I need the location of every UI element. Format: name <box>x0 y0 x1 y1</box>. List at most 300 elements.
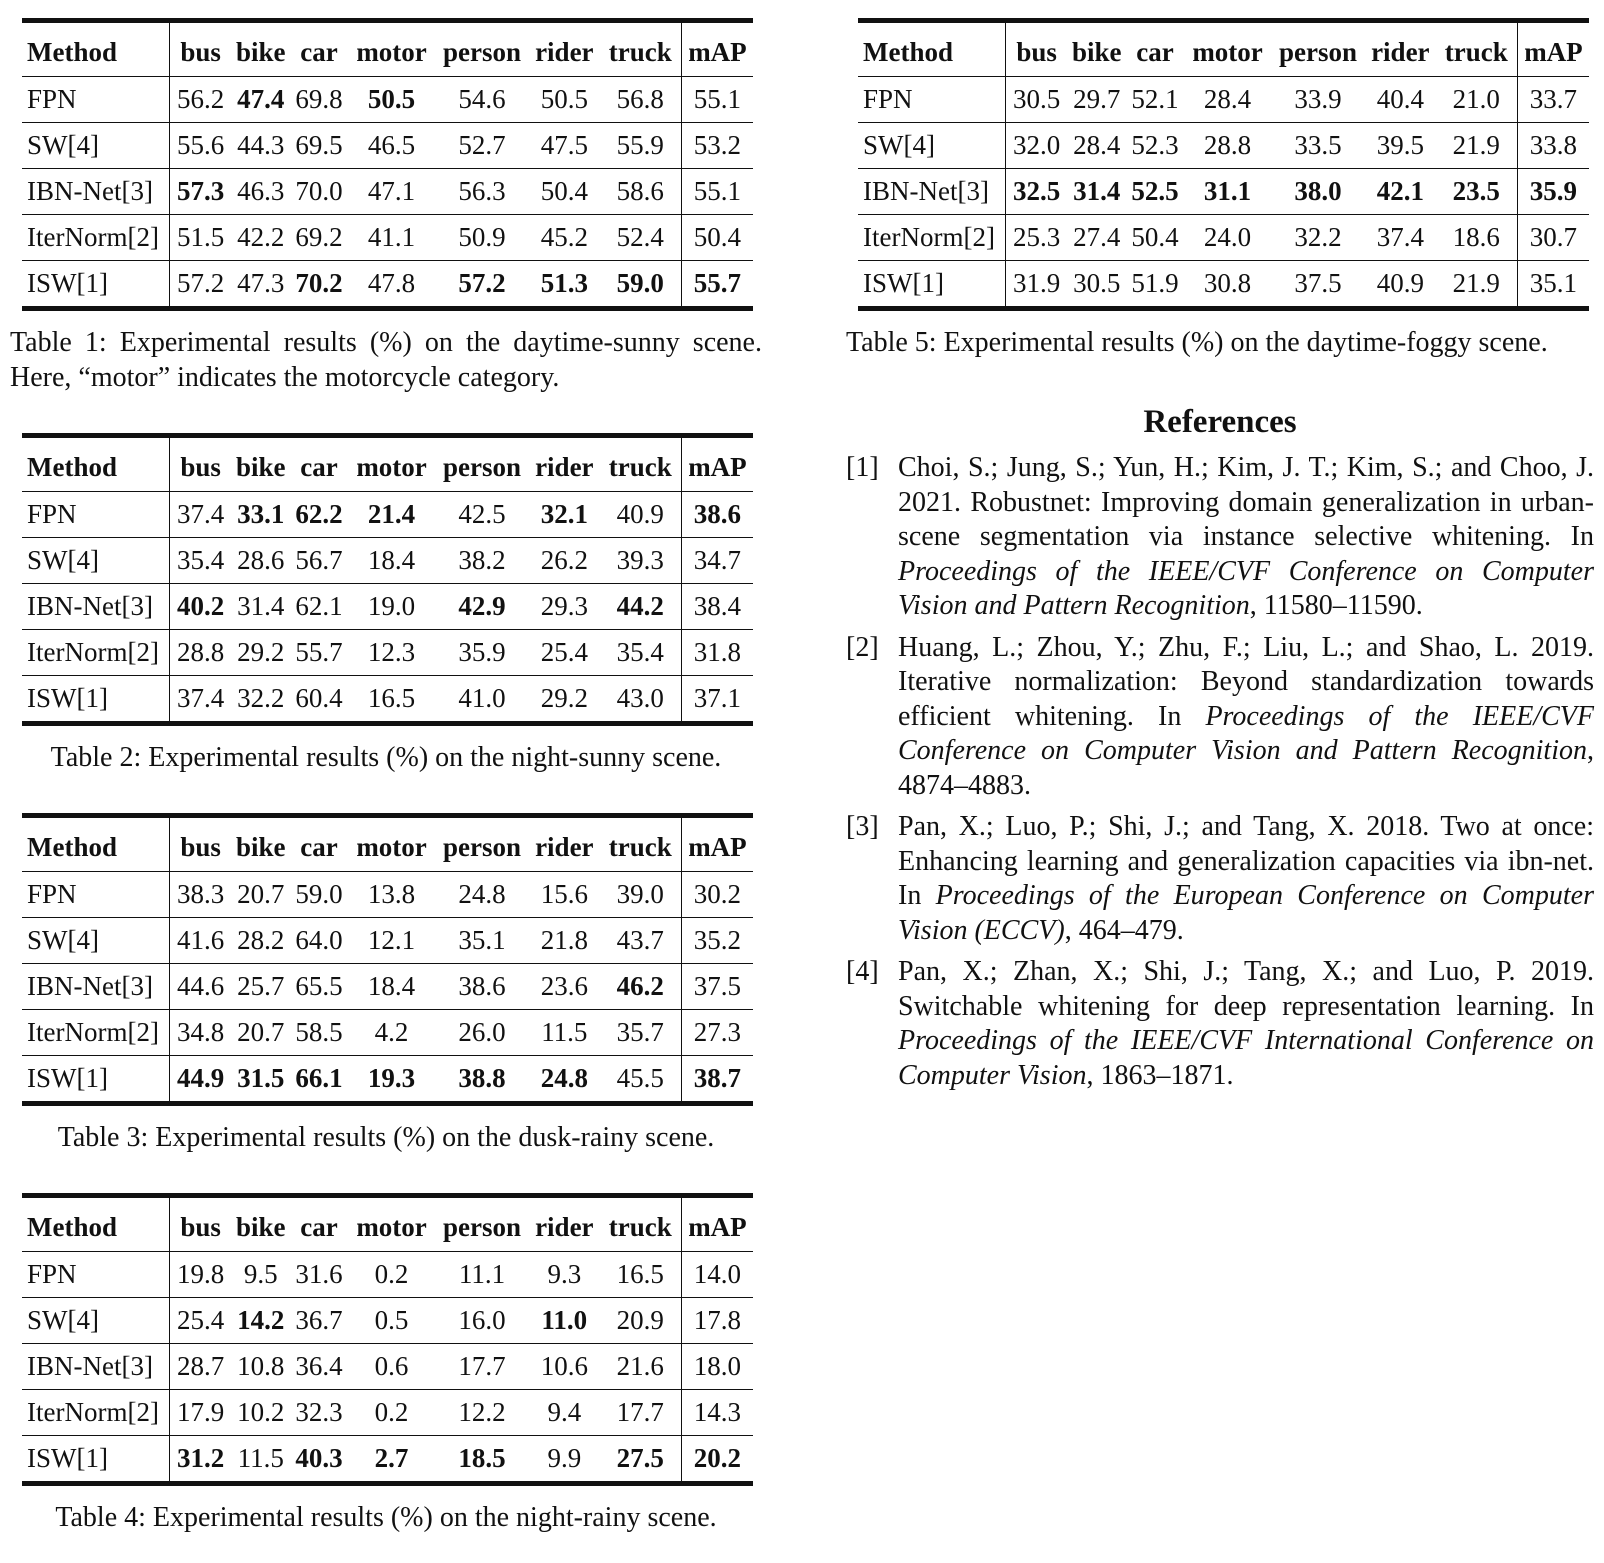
value-cell: 69.2 <box>290 215 348 261</box>
value-cell: 31.4 <box>1068 169 1126 215</box>
reference-item <box>846 955 1594 1093</box>
value-cell: 44.6 <box>169 964 231 1010</box>
value-cell: 50.4 <box>529 169 600 215</box>
reference-text <box>898 955 1594 1093</box>
value-cell: 32.2 <box>1271 215 1365 261</box>
reference-authors: Pan, X.; Zhan, X.; Shi, J.; Tang, X.; and Luo, P. 2019. Switchable whitening for deep representation learning. In <box>898 956 1594 1022</box>
value-cell: 32.3 <box>290 1390 348 1436</box>
column-header-truck: truck <box>600 816 682 872</box>
column-header-bike: bike <box>232 1196 290 1252</box>
value-cell: 24.0 <box>1184 215 1271 261</box>
value-cell: 38.7 <box>681 1056 753 1104</box>
value-cell: 18.5 <box>435 1436 529 1484</box>
table-row <box>22 918 753 964</box>
value-cell: 50.5 <box>540 84 588 114</box>
value-cell: 55.6 <box>169 123 231 169</box>
value-cell: 18.4 <box>348 964 435 1010</box>
value-cell: 33.5 <box>1271 123 1365 169</box>
value-cell: 27.3 <box>681 1010 753 1056</box>
value-cell: 38.6 <box>435 964 529 1010</box>
reference-number: [2] <box>846 631 879 663</box>
value-cell: 28.6 <box>232 538 290 584</box>
value-cell: 33.9 <box>1294 84 1342 114</box>
method-cell: IBN-Net[3] <box>22 1344 169 1390</box>
value-cell: 23.5 <box>1436 169 1518 215</box>
value-cell: 32.5 <box>1005 169 1067 215</box>
column-header-method: Method <box>22 816 169 872</box>
column-header-rider: rider <box>529 21 600 77</box>
value-cell: 24.8 <box>529 1056 600 1104</box>
value-cell: 42.1 <box>1365 169 1436 215</box>
value-cell: 55.9 <box>600 123 682 169</box>
value-cell: 51.3 <box>529 261 600 309</box>
value-cell: 18.4 <box>348 538 435 584</box>
value-cell: 30.2 <box>681 872 753 918</box>
value-cell: 27.5 <box>600 1436 682 1484</box>
column-header-map: mAP <box>681 21 753 77</box>
value-cell: 20.2 <box>681 1436 753 1484</box>
value-cell: 31.8 <box>681 630 753 676</box>
value-cell: 30.7 <box>1517 215 1589 261</box>
value-cell: 52.3 <box>1126 123 1184 169</box>
value-cell: 40.3 <box>290 1436 348 1484</box>
value-cell: 27.4 <box>1068 215 1126 261</box>
value-cell: 40.9 <box>616 499 664 529</box>
value-cell: 10.2 <box>232 1390 290 1436</box>
value-cell: 21.9 <box>1436 261 1518 309</box>
table-caption: Table 3: Experimental results (%) on the dusk-rainy scene. <box>57 1122 715 1153</box>
method-cell: FPN <box>22 1252 169 1298</box>
reference-text <box>898 810 1594 948</box>
table-row <box>22 676 753 724</box>
table-body <box>22 872 753 1104</box>
value-cell: 29.2 <box>232 630 290 676</box>
header-row <box>22 816 753 872</box>
value-cell: 43.0 <box>600 676 682 724</box>
value-cell: 10.8 <box>232 1344 290 1390</box>
header-row <box>22 1196 753 1252</box>
method-cell: FPN <box>22 77 169 123</box>
table-row <box>22 630 753 676</box>
value-cell: 18.6 <box>1436 215 1518 261</box>
value-cell: 57.2 <box>435 261 529 309</box>
value-cell: 45.2 <box>529 215 600 261</box>
table-row <box>858 123 1589 169</box>
value-cell: 9.3 <box>547 1259 582 1289</box>
value-cell: 28.4 <box>1068 123 1126 169</box>
value-cell: 37.4 <box>169 676 231 724</box>
value-cell: 58.6 <box>600 169 682 215</box>
column-header-rider: rider <box>1365 21 1436 77</box>
value-cell: 21.4 <box>367 499 416 529</box>
method-cell: SW[4] <box>22 918 169 964</box>
left-column <box>10 18 762 1535</box>
value-cell: 58.5 <box>290 1010 348 1056</box>
column-header-method: Method <box>22 1196 169 1252</box>
reference-text <box>898 631 1594 804</box>
method-cell: IBN-Net[3] <box>22 584 169 630</box>
table-row <box>22 1390 753 1436</box>
value-cell: 31.4 <box>232 584 290 630</box>
value-cell: 60.4 <box>290 676 348 724</box>
value-cell: 51.5 <box>169 215 231 261</box>
value-cell: 16.5 <box>616 1259 664 1289</box>
value-cell: 28.8 <box>1184 123 1271 169</box>
method-cell: IBN-Net[3] <box>858 169 1005 215</box>
column-header-map: mAP <box>681 436 753 492</box>
table-row <box>22 261 753 309</box>
table-4-block <box>10 1193 762 1535</box>
method-cell: IterNorm[2] <box>22 1010 169 1056</box>
value-cell: 38.2 <box>435 538 529 584</box>
value-cell: 52.4 <box>600 215 682 261</box>
value-cell: 50.4 <box>681 215 753 261</box>
value-cell: 11.0 <box>529 1298 600 1344</box>
reference-number: [4] <box>846 956 879 987</box>
table-caption: Table 2: Experimental results (%) on the night-sunny scene. <box>50 742 722 773</box>
value-cell: 35.7 <box>600 1010 682 1056</box>
table-row <box>22 169 753 215</box>
value-cell: 55.1 <box>681 169 753 215</box>
table-row <box>22 1344 753 1390</box>
value-cell: 9.9 <box>529 1436 600 1484</box>
value-cell: 17.7 <box>600 1390 682 1436</box>
value-cell: 66.1 <box>290 1056 348 1104</box>
value-cell: 42.9 <box>435 584 529 630</box>
method-cell: IterNorm[2] <box>858 215 1005 261</box>
value-cell: 11.5 <box>232 1436 290 1484</box>
value-cell: 37.1 <box>681 676 753 724</box>
value-cell: 41.1 <box>348 215 435 261</box>
column-header-bus: bus <box>1005 21 1067 77</box>
column-header-truck: truck <box>1436 21 1518 77</box>
value-cell: 52.5 <box>1126 169 1184 215</box>
reference-number: [3] <box>846 811 879 842</box>
value-cell: 46.5 <box>348 123 435 169</box>
value-cell: 23.6 <box>529 964 600 1010</box>
table-body <box>858 77 1589 309</box>
table-header <box>22 1196 753 1252</box>
value-cell: 0.2 <box>348 1390 435 1436</box>
column-header-method: Method <box>22 21 169 77</box>
value-cell: 33.7 <box>1517 77 1589 123</box>
value-cell: 37.4 <box>177 499 225 529</box>
value-cell: 31.6 <box>295 1259 343 1289</box>
table-3-block <box>10 813 762 1155</box>
method-cell: ISW[1] <box>22 1436 169 1484</box>
value-cell: 35.1 <box>435 918 529 964</box>
column-header-bike: bike <box>232 816 290 872</box>
value-cell: 19.8 <box>177 1259 225 1289</box>
reference-venue: Proceedings of the European Conference on Computer Vision (ECCV) <box>898 880 1594 946</box>
table-body <box>22 77 753 309</box>
column-header-map: mAP <box>1517 21 1589 77</box>
column-header-car: car <box>290 21 348 77</box>
method-cell: IterNorm[2] <box>22 1390 169 1436</box>
reference-pages: , 11580–11590. <box>1249 590 1423 621</box>
value-cell: 41.6 <box>169 918 231 964</box>
column-header-method: Method <box>858 21 1005 77</box>
column-header-bus: bus <box>169 816 231 872</box>
column-header-rider: rider <box>529 1196 600 1252</box>
value-cell: 42.2 <box>232 215 290 261</box>
value-cell: 40.9 <box>1365 261 1436 309</box>
value-cell: 40.4 <box>1376 84 1424 114</box>
column-header-bike: bike <box>1068 21 1126 77</box>
value-cell: 30.5 <box>1013 84 1061 114</box>
value-cell: 17.7 <box>435 1344 529 1390</box>
table-row <box>22 215 753 261</box>
value-cell: 52.7 <box>435 123 529 169</box>
column-header-motor: motor <box>1184 21 1271 77</box>
value-cell: 35.9 <box>1517 169 1589 215</box>
value-cell: 70.2 <box>290 261 348 309</box>
value-cell: 42.5 <box>458 499 506 529</box>
value-cell: 38.0 <box>1271 169 1365 215</box>
reference-venue: Proceedings of the IEEE/CVF International Conference on Computer Vision <box>898 1025 1594 1091</box>
value-cell: 54.6 <box>458 84 506 114</box>
value-cell: 34.8 <box>169 1010 231 1056</box>
method-cell: SW[4] <box>22 1298 169 1344</box>
value-cell: 35.9 <box>435 630 529 676</box>
reference-authors: Huang, L.; Zhou, Y.; Zhu, F.; Liu, L.; and Shao, L. 2019. Iterative normalization: Beyond standardization towards efficient whitening. In <box>898 631 1594 732</box>
results-table <box>858 18 1589 311</box>
reference-item <box>846 810 1594 948</box>
method-cell: SW[4] <box>858 123 1005 169</box>
method-cell: FPN <box>22 872 169 918</box>
value-cell: 14.2 <box>232 1298 290 1344</box>
value-cell: 47.4 <box>237 84 285 114</box>
value-cell: 31.2 <box>169 1436 231 1484</box>
method-cell: ISW[1] <box>22 1056 169 1104</box>
table-row <box>858 215 1589 261</box>
value-cell: 10.6 <box>529 1344 600 1390</box>
reference-text <box>898 451 1594 624</box>
column-header-truck: truck <box>600 1196 682 1252</box>
table-row <box>22 1298 753 1344</box>
value-cell: 50.5 <box>367 84 416 114</box>
results-table <box>22 433 753 726</box>
reference-venue: Proceedings of the IEEE/CVF Conference on Computer Vision and Pattern Recognition <box>898 700 1595 766</box>
value-cell: 40.2 <box>169 584 231 630</box>
reference-pages: , 464–479. <box>1064 914 1184 946</box>
value-cell: 12.2 <box>435 1390 529 1436</box>
column-header-person: person <box>435 21 529 77</box>
value-cell: 16.0 <box>435 1298 529 1344</box>
value-cell: 19.0 <box>348 584 435 630</box>
value-cell: 51.9 <box>1126 261 1184 309</box>
value-cell: 69.5 <box>290 123 348 169</box>
results-table <box>22 1193 753 1486</box>
value-cell: 29.3 <box>529 584 600 630</box>
table-row <box>22 123 753 169</box>
value-cell: 55.1 <box>681 77 753 123</box>
value-cell: 53.2 <box>681 123 753 169</box>
column-header-truck: truck <box>600 436 682 492</box>
value-cell: 25.7 <box>232 964 290 1010</box>
value-cell: 56.7 <box>290 538 348 584</box>
table-header <box>22 436 753 492</box>
table-row <box>22 77 753 123</box>
column-header-person: person <box>1271 21 1365 77</box>
value-cell: 62.1 <box>290 584 348 630</box>
results-table <box>22 813 753 1106</box>
method-cell: SW[4] <box>22 123 169 169</box>
value-cell: 59.0 <box>600 261 682 309</box>
table-row <box>22 1056 753 1104</box>
table-row <box>22 1010 753 1056</box>
value-cell: 20.9 <box>600 1298 682 1344</box>
method-cell: IterNorm[2] <box>22 630 169 676</box>
reference-item <box>846 451 1594 624</box>
value-cell: 46.2 <box>600 964 682 1010</box>
value-cell: 9.5 <box>243 1259 278 1289</box>
column-header-person: person <box>435 1196 529 1252</box>
method-cell: FPN <box>22 492 169 538</box>
value-cell: 11.5 <box>529 1010 600 1056</box>
column-header-motor: motor <box>348 1196 435 1252</box>
value-cell: 35.4 <box>600 630 682 676</box>
value-cell: 59.0 <box>295 879 343 909</box>
value-cell: 56.2 <box>177 84 225 114</box>
value-cell: 21.9 <box>1436 123 1518 169</box>
value-cell: 19.3 <box>348 1056 435 1104</box>
value-cell: 28.7 <box>169 1344 231 1390</box>
value-cell: 39.3 <box>600 538 682 584</box>
value-cell: 12.1 <box>348 918 435 964</box>
table-header <box>22 21 753 77</box>
value-cell: 50.4 <box>1126 215 1184 261</box>
column-header-bike: bike <box>232 436 290 492</box>
value-cell: 21.6 <box>600 1344 682 1390</box>
value-cell: 38.8 <box>435 1056 529 1104</box>
value-cell: 31.5 <box>232 1056 290 1104</box>
value-cell: 32.0 <box>1005 123 1067 169</box>
value-cell: 4.2 <box>348 1010 435 1056</box>
value-cell: 16.5 <box>348 676 435 724</box>
column-header-map: mAP <box>681 816 753 872</box>
method-cell: FPN <box>858 77 1005 123</box>
method-cell: IBN-Net[3] <box>22 964 169 1010</box>
value-cell: 56.3 <box>435 169 529 215</box>
value-cell: 44.3 <box>232 123 290 169</box>
value-cell: 18.0 <box>681 1344 753 1390</box>
value-cell: 55.7 <box>290 630 348 676</box>
table-row <box>858 77 1589 123</box>
value-cell: 26.2 <box>529 538 600 584</box>
value-cell: 46.3 <box>232 169 290 215</box>
table-row <box>22 964 753 1010</box>
references-list <box>846 451 1594 1093</box>
value-cell: 28.8 <box>169 630 231 676</box>
table-row <box>22 492 753 538</box>
reference-pages: , 1863–1871. <box>1086 1059 1234 1091</box>
table-body <box>22 1252 753 1484</box>
value-cell: 25.4 <box>529 630 600 676</box>
column-header-car: car <box>290 816 348 872</box>
value-cell: 47.1 <box>348 169 435 215</box>
value-cell: 14.0 <box>681 1252 753 1298</box>
value-cell: 20.7 <box>232 1010 290 1056</box>
table-row <box>22 584 753 630</box>
column-header-motor: motor <box>348 21 435 77</box>
value-cell: 38.4 <box>681 584 753 630</box>
value-cell: 56.8 <box>616 84 664 114</box>
header-row <box>858 21 1589 77</box>
table-caption: Table 5: Experimental results (%) on the daytime-foggy scene. <box>846 327 1548 358</box>
table-row <box>22 538 753 584</box>
value-cell: 33.1 <box>237 499 285 529</box>
value-cell: 39.0 <box>616 879 664 909</box>
value-cell: 41.0 <box>435 676 529 724</box>
value-cell: 24.8 <box>458 879 506 909</box>
value-cell: 37.5 <box>1271 261 1365 309</box>
column-header-bus: bus <box>169 21 231 77</box>
value-cell: 35.4 <box>169 538 231 584</box>
value-cell: 13.8 <box>367 879 416 909</box>
reference-authors: Choi, S.; Jung, S.; Yun, H.; Kim, J. T.; Kim, S.; and Choo, J. 2021. Robustnet: Improving domain generalization in urban-scene segmentation via instance selective whitening. In <box>898 452 1594 552</box>
value-cell: 0.6 <box>348 1344 435 1390</box>
value-cell: 69.8 <box>295 84 343 114</box>
table-row <box>858 261 1589 309</box>
value-cell: 14.3 <box>681 1390 753 1436</box>
table-row <box>22 1252 753 1298</box>
reference-item <box>846 631 1594 804</box>
value-cell: 70.0 <box>290 169 348 215</box>
column-header-car: car <box>290 1196 348 1252</box>
value-cell: 37.4 <box>1365 215 1436 261</box>
value-cell: 17.8 <box>681 1298 753 1344</box>
references-heading: References <box>1143 404 1297 440</box>
method-cell: ISW[1] <box>22 261 169 309</box>
value-cell: 38.6 <box>681 492 753 538</box>
column-header-bus: bus <box>169 1196 231 1252</box>
column-header-car: car <box>290 436 348 492</box>
value-cell: 28.4 <box>1203 84 1252 114</box>
table-5-block <box>846 18 1594 360</box>
reference-venue: Proceedings of the IEEE/CVF Conference on Computer Vision and Pattern Recognition <box>898 555 1594 621</box>
column-header-rider: rider <box>529 436 600 492</box>
value-cell: 47.5 <box>529 123 600 169</box>
value-cell: 62.2 <box>295 499 343 529</box>
value-cell: 44.9 <box>169 1056 231 1104</box>
value-cell: 25.3 <box>1005 215 1067 261</box>
value-cell: 33.8 <box>1517 123 1589 169</box>
value-cell: 35.1 <box>1517 261 1589 309</box>
value-cell: 2.7 <box>348 1436 435 1484</box>
value-cell: 31.9 <box>1005 261 1067 309</box>
table-header <box>22 816 753 872</box>
value-cell: 34.7 <box>681 538 753 584</box>
table-header <box>858 21 1589 77</box>
column-header-person: person <box>435 436 529 492</box>
value-cell: 39.5 <box>1365 123 1436 169</box>
value-cell: 55.7 <box>681 261 753 309</box>
value-cell: 12.3 <box>348 630 435 676</box>
column-header-motor: motor <box>348 816 435 872</box>
column-header-person: person <box>435 816 529 872</box>
value-cell: 57.3 <box>169 169 231 215</box>
method-cell: ISW[1] <box>858 261 1005 309</box>
value-cell: 47.8 <box>348 261 435 309</box>
value-cell: 65.5 <box>290 964 348 1010</box>
value-cell: 50.9 <box>435 215 529 261</box>
value-cell: 47.3 <box>232 261 290 309</box>
table-2-block <box>10 433 762 775</box>
value-cell: 36.4 <box>290 1344 348 1390</box>
value-cell: 52.1 <box>1131 84 1179 114</box>
value-cell: 36.7 <box>290 1298 348 1344</box>
